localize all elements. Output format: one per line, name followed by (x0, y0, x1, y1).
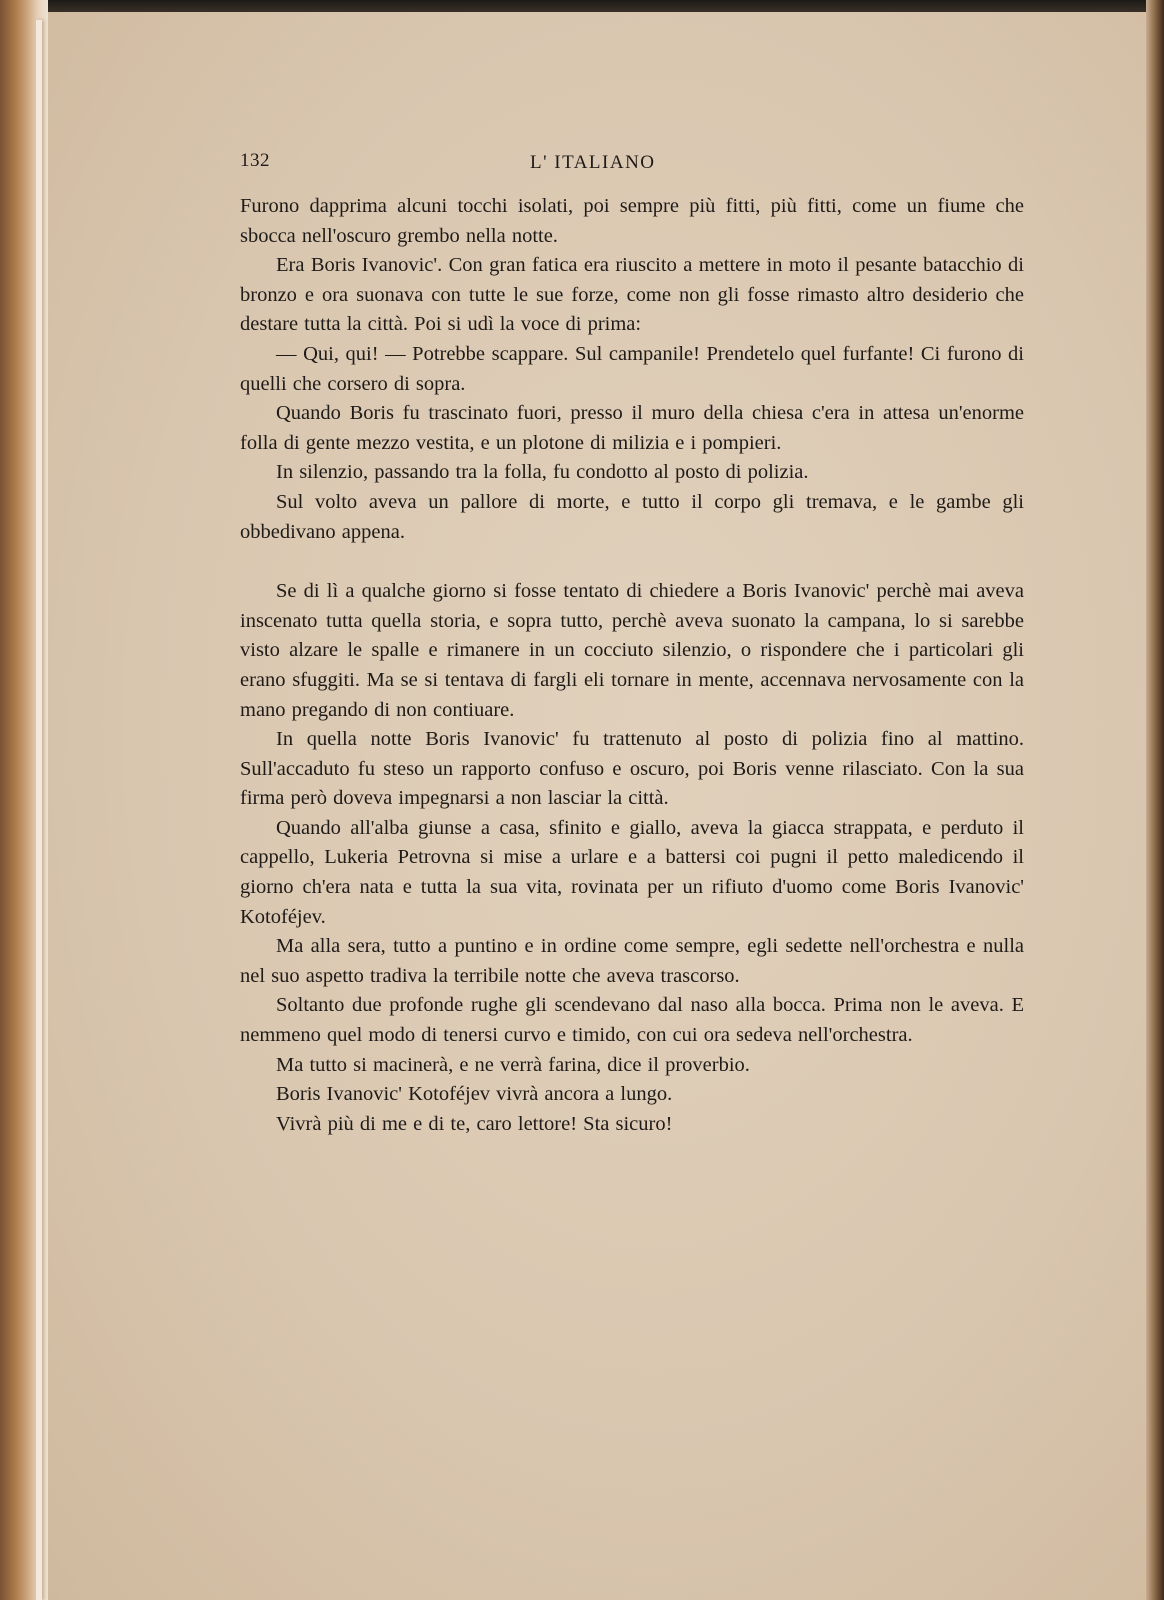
paragraph: Era Boris Ivanovic'. Con gran fatica era riuscito a mettere in moto il pesante batacchio di bronzo e ora suonava con tutte le sue forze, come non gli fosse rimasto altro desiderio che destare tutta la città. Poi si udì la voce di prima: (240, 254, 1024, 336)
book-left-edge (0, 0, 48, 1600)
paragraph: Sul volto aveva un pallore di morte, e tutto il corpo gli tremava, e le gambe gli obbedivano appena. (240, 490, 1024, 543)
running-title: L' ITALIANO (530, 152, 656, 173)
paragraph: Ma tutto si macinerà, e ne verrà farina, dice il proverbio. (276, 1053, 750, 1076)
paragraph: In silenzio, passando tra la folla, fu condotto al posto di polizia. (276, 461, 809, 484)
paragraph: — Qui, qui! — Potrebbe scappare. Sul campanile! Prendetelo quel furfante! Ci furono di quelli che corsero di sopra. (240, 342, 1024, 395)
paragraph: In quella notte Boris Ivanovic' fu trattenuto al posto di polizia fino al mattino. Sull'accaduto fu steso un rapporto confuso e oscuro, poi Boris venne rilasciato. Con la sua firma però doveva impegnarsi a non lasciar la città. (240, 728, 1024, 810)
paragraph: Quando all'alba giunse a casa, sfinito e giallo, aveva la giacca strappata, e perduto il cappello, Lukeria Petrovna si mise a urlare e a battersi coi pugni il petto maledicendo il giorno ch'era nata e tutta la sua vita, rovinata per un rifiuto d'uomo come Boris Ivanovic' Kotoféjev. (240, 816, 1024, 928)
book-right-edge (1146, 0, 1164, 1600)
paragraph: Soltanto due profonde rughe gli scendevano dal naso alla bocca. Prima non le aveva. E nemmeno quel modo di tenersi curvo e timido, con cui ora sedeva nell'orchestra. (240, 994, 1024, 1047)
running-head (240, 150, 1020, 180)
body-text (240, 192, 1024, 1139)
paragraph: Se di lì a qualche giorno si fosse tentato di chiedere a Boris Ivanovic' perchè mai aveva inscenato tutta quella storia, e sopra tutto, perchè aveva suonato la campana, lo si sarebbe visto alzare le spalle e rimanere in un cocciuto silenzio, o rispondere che i particolari gli erano sfuggiti. Ma se si tentava di fargli eli tornare in mente, accennava nervosamente con la mano pregando di non contiuare. (240, 580, 1024, 721)
paragraph: Boris Ivanovic' Kotoféjev vivrà ancora a lungo. (276, 1083, 673, 1106)
page-number: 132 (240, 150, 270, 171)
paragraph: Furono dapprima alcuni tocchi isolati, poi sempre più fitti, più fitti, come un fiume che sbocca nell'oscuro grembo nella notte. (240, 195, 1024, 247)
paragraph: Quando Boris fu trascinato fuori, presso il muro della chiesa c'era in attesa un'enorme folla di gente mezzo vestita, e un plotone di milizia e i pompieri. (240, 402, 1024, 454)
paragraph: Ma alla sera, tutto a puntino e in ordine come sempre, egli sedette nell'orchestra e nulla nel suo aspetto tradiva la terribile notte che aveva trascorso. (240, 935, 1024, 987)
paragraph: Vivrà più di me e di te, caro lettore! Sta sicuro! (276, 1112, 673, 1135)
section-break (240, 547, 1024, 577)
